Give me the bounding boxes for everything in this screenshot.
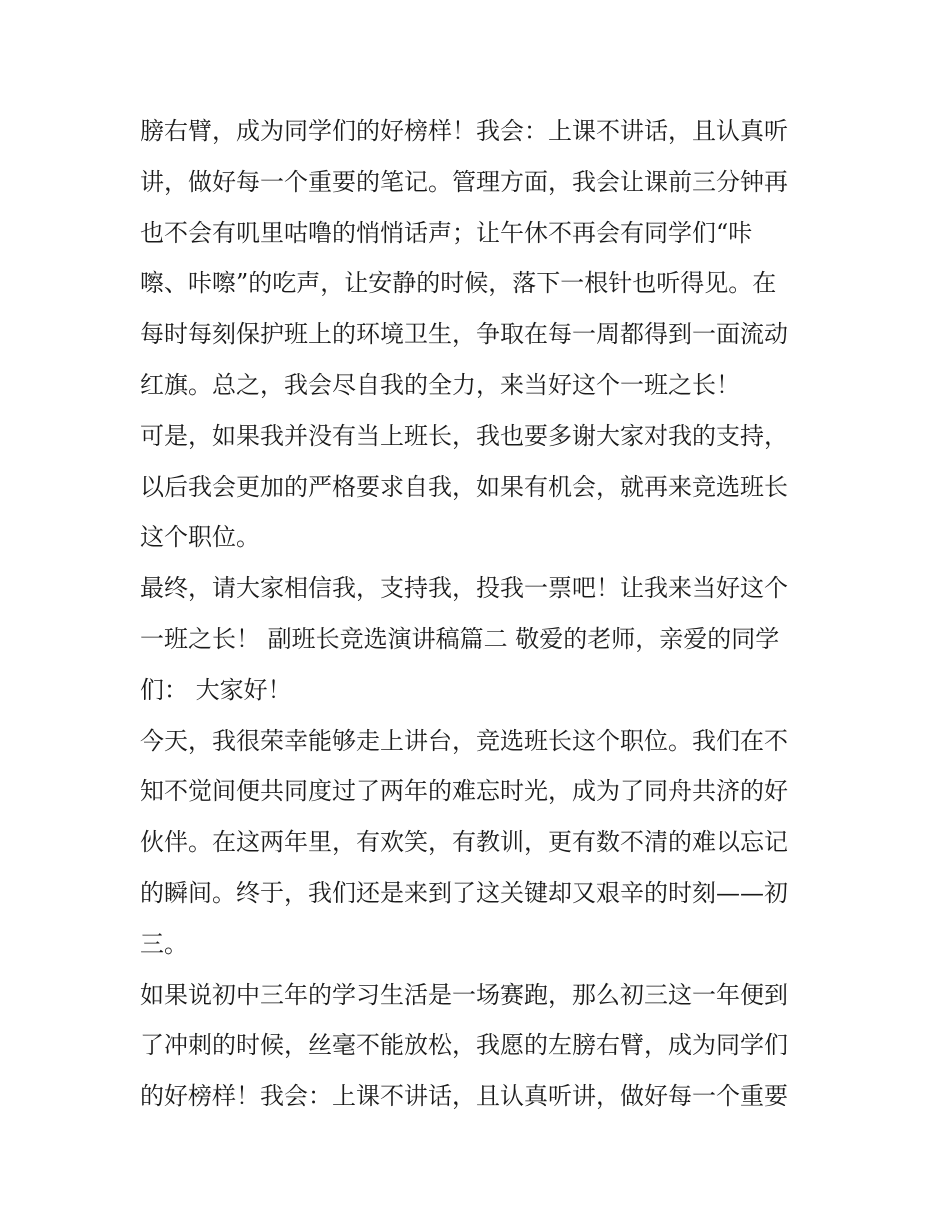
text-line: 今天，我很荣幸能够走上讲台，竞选班长这个职位。我们在不 <box>140 726 788 755</box>
text-line: 讲，做好每一个重要的笔记。管理方面，我会让课前三分钟再 <box>140 167 788 196</box>
text-line: 伙伴。在这两年里，有欢笑，有教训，更有数不清的难以忘记 <box>140 828 788 857</box>
text-line: 的好榜样！我会：上课不讲话，且认真听讲，做好每一个重要 <box>140 1082 788 1111</box>
text-line: 知不觉间便共同度过了两年的难忘时光，成为了同舟共济的好 <box>140 777 788 806</box>
text-line: 最终，请大家相信我，支持我，投我一票吧！让我来当好这个 <box>140 574 788 603</box>
text-line: 也不会有叽里咕噜的悄悄话声；让午休不再会有同学们“咔 <box>140 218 753 247</box>
text-line: 一班之长！ 副班长竞选演讲稿篇二 敬爱的老师，亲爱的同学 <box>140 624 780 653</box>
text-line: 了冲刺的时候，丝毫不能放松，我愿的左膀右臂，成为同学们 <box>140 1031 788 1060</box>
text-line: 红旗。总之，我会尽自我的全力，来当好这个一班之长！ <box>140 370 740 399</box>
document-body <box>140 106 820 1122</box>
text-line: 嚓、咔嚓”的吃声，让安静的时候，落下一根针也听得见。在 <box>140 269 777 298</box>
text-line: 的瞬间。终于，我们还是来到了这关键却又艰辛的时刻——初 <box>140 878 788 907</box>
text-line: 这个职位。 <box>140 523 260 552</box>
text-line: 三。 <box>140 929 188 958</box>
text-line: 以后我会更加的严格要求自我，如果有机会，就再来竞选班长 <box>140 472 788 501</box>
text-line: 可是，如果我并没有当上班长，我也要多谢大家对我的支持， <box>140 421 788 450</box>
text-line: 每时每刻保护班上的环境卫生，争取在每一周都得到一面流动 <box>140 320 788 349</box>
text-line: 膀右臂，成为同学们的好榜样！我会：上课不讲话，且认真听 <box>140 117 788 145</box>
text-line: 们： 大家好！ <box>140 675 292 704</box>
text-line: 如果说初中三年的学习生活是一场赛跑，那么初三这一年便到 <box>140 980 788 1009</box>
